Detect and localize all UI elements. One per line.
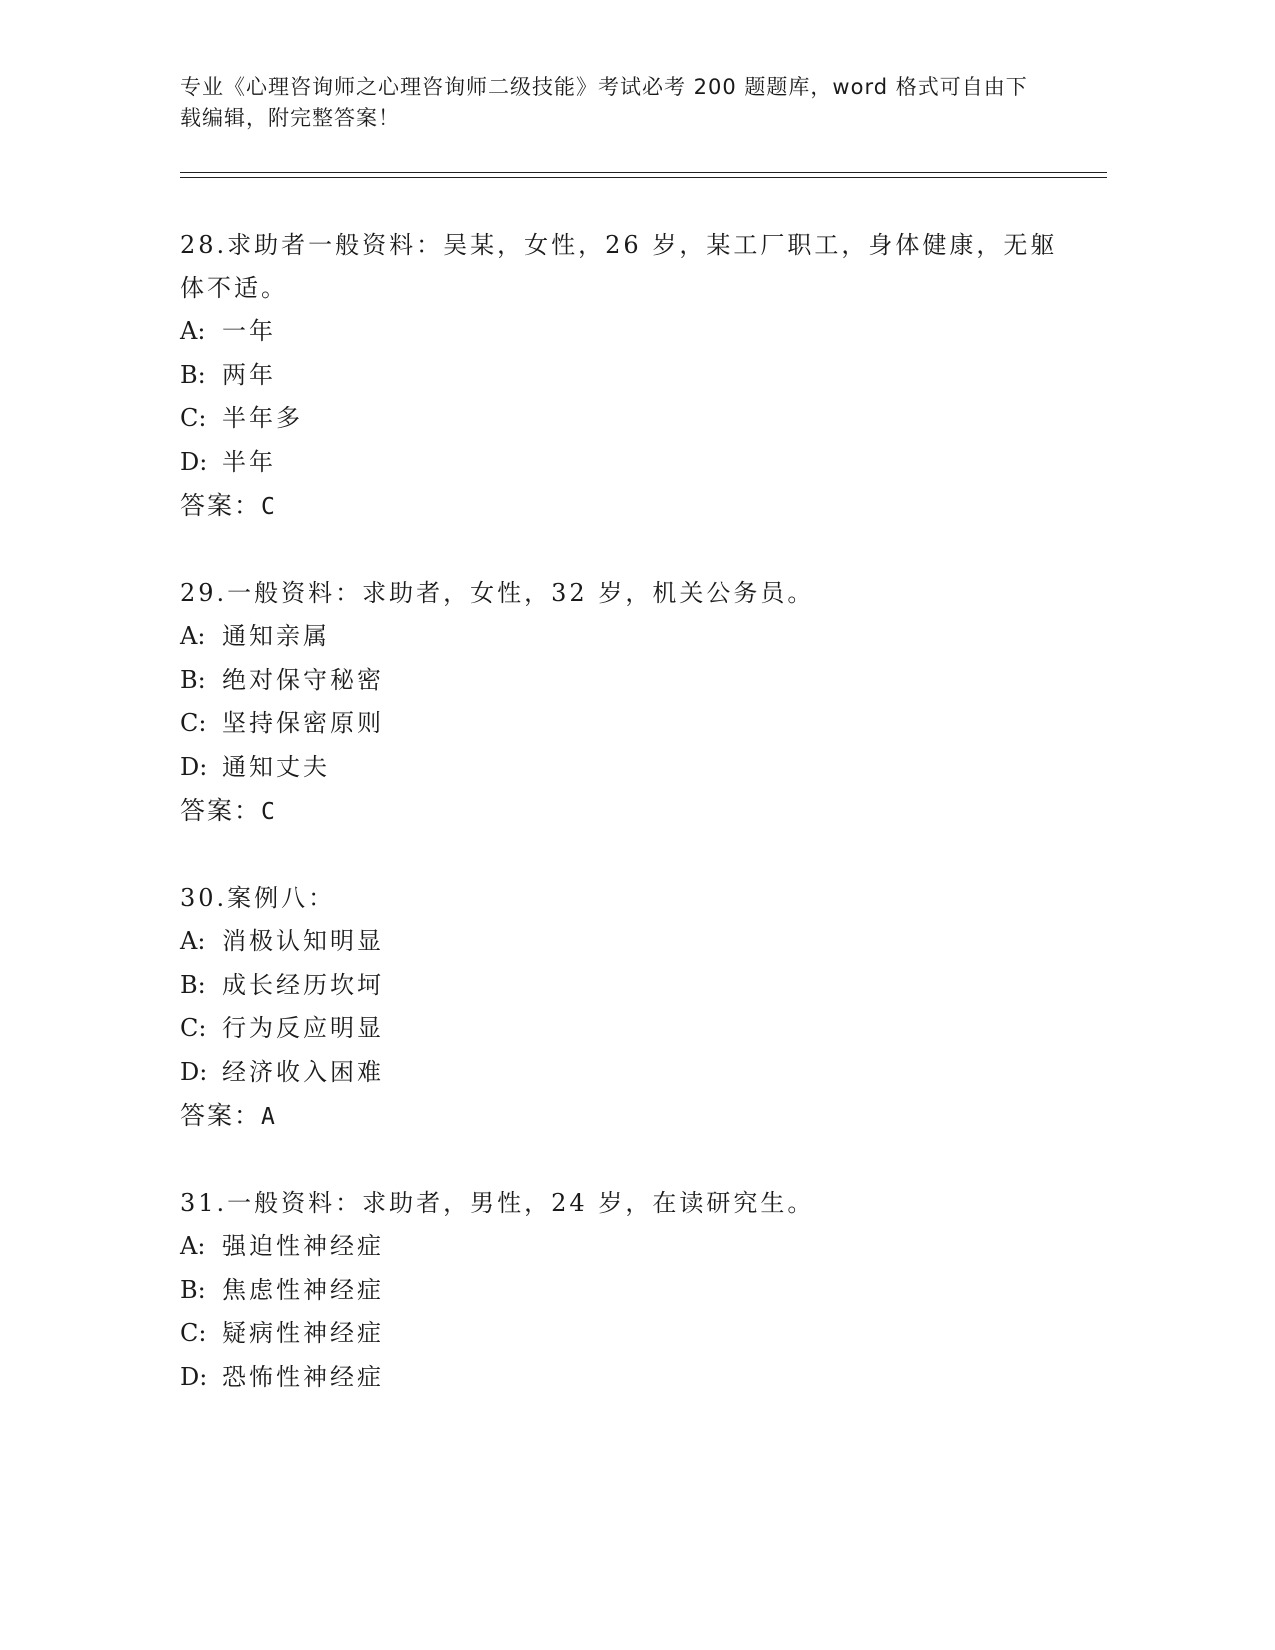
option-key: A: [180,317,206,345]
option-text: 消极认知明显 [222,927,384,955]
answer-label: 答案： [180,1101,262,1131]
option-text: 疑病性神经症 [222,1319,384,1348]
question-31 [180,1182,1060,1399]
header-divider-top [180,172,1107,173]
question-stem: 29.一般资料：求助者，女性，32 岁，机关公务员。 [180,579,815,607]
document-intro: 专业《心理咨询师之心理咨询师二级技能》考试必考 200 题题库，word 格式可自由下载编辑，附完整答案！ [180,75,1028,130]
answer-line [180,484,1060,529]
answer-label: 答案： [180,796,262,826]
answer-value: C [261,799,275,826]
option-key: B: [180,665,206,694]
option-c [180,1312,1060,1356]
option-c [180,1007,1060,1051]
answer-line [180,789,1060,834]
answer-value: A [261,1104,275,1131]
option-text: 通知亲属 [222,622,330,650]
option-key: B: [180,360,206,389]
option-b [180,659,1060,703]
option-d [180,1356,1060,1400]
option-d [180,1051,1060,1095]
option-c [180,702,1060,746]
option-text: 行为反应明显 [222,1014,384,1043]
answer-value: C [261,494,275,521]
answer-line [180,1094,1060,1139]
option-b [180,964,1060,1008]
option-text: 半年多 [222,404,303,433]
option-text: 成长经历坎坷 [222,970,384,999]
option-key: D: [180,1362,208,1391]
option-key: A: [180,622,206,650]
option-key: D: [180,447,208,476]
option-b [180,354,1060,398]
option-text: 两年 [222,360,276,389]
option-text: 恐怖性神经症 [222,1362,384,1391]
answer-label: 答案： [180,491,262,521]
option-b [180,1269,1060,1313]
question-stem: 31.一般资料：求助者，男性，24 岁，在读研究生。 [180,1189,815,1217]
option-c [180,397,1060,441]
option-d [180,441,1060,485]
option-key: D: [180,1057,208,1086]
option-d [180,746,1060,790]
option-key: D: [180,752,208,781]
option-a [180,310,1060,354]
option-key: A: [180,927,206,955]
option-key: B: [180,1275,206,1304]
option-text: 经济收入困难 [222,1057,384,1086]
option-a [180,615,1060,659]
option-key: C: [180,1014,207,1043]
header-divider-bottom [180,177,1107,178]
option-key: C: [180,404,207,433]
question-stem: 30.案例八： [180,884,336,912]
option-text: 坚持保密原则 [222,709,384,738]
option-text: 绝对保守秘密 [222,665,384,694]
option-key: B: [180,970,206,999]
question-stem: 28.求助者一般资料：吴某，女性，26 岁，某工厂职工，身体健康，无躯体不适。 [180,231,1058,302]
option-text: 强迫性神经症 [222,1232,384,1260]
option-a [180,920,1060,964]
option-a [180,1225,1060,1269]
option-key: A: [180,1232,206,1260]
question-28 [180,224,1060,529]
option-text: 半年 [222,447,276,476]
question-29 [180,572,1060,834]
option-key: C: [180,709,207,738]
question-30 [180,877,1060,1139]
option-text: 通知丈夫 [222,752,330,781]
option-text: 一年 [222,317,276,345]
option-key: C: [180,1319,207,1348]
option-text: 焦虑性神经症 [222,1275,384,1304]
